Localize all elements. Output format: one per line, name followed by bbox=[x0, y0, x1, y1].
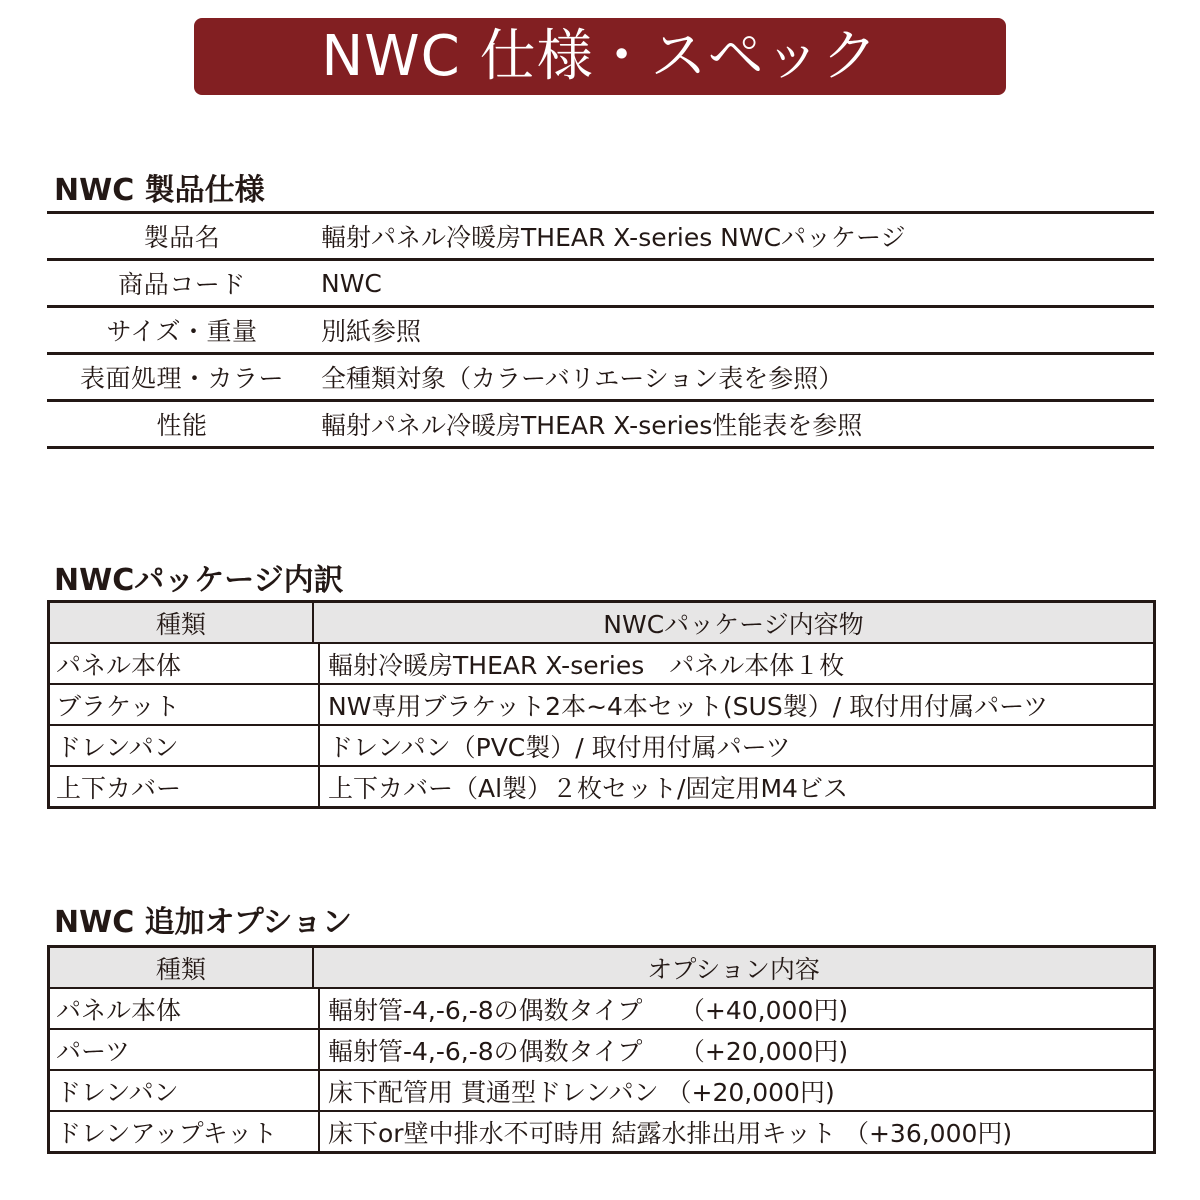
spec-value: NWC bbox=[321, 268, 382, 298]
row-content: 輻射管-4,-6,-8の偶数タイプ （+20,000円) bbox=[328, 1036, 849, 1066]
page-banner: NWC 仕様・スペック bbox=[194, 18, 1006, 95]
row-content: ドレンパン（PVC製）/ 取付用付属パーツ bbox=[328, 732, 791, 762]
spec-label: サイズ・重量 bbox=[106, 317, 258, 346]
row-content: 床下配管用 貫通型ドレンパン （+20,000円) bbox=[328, 1077, 835, 1107]
options-table-header bbox=[50, 948, 1153, 987]
table-row bbox=[50, 683, 1153, 724]
options-section-title: NWC 追加オプション bbox=[54, 905, 352, 940]
table-row bbox=[50, 1110, 1153, 1151]
spec-row-size-weight bbox=[47, 308, 1154, 355]
spec-value: 全種類対象（カラーバリエーション表を参照） bbox=[321, 364, 844, 393]
row-type: ブラケット bbox=[50, 685, 320, 724]
spec-value: 輻射パネル冷暖房THEAR X-series NWCパッケージ bbox=[321, 223, 906, 252]
table-row bbox=[50, 987, 1153, 1028]
row-type: ドレンパン bbox=[50, 1071, 320, 1110]
spec-label: 性能 bbox=[156, 411, 208, 440]
spec-value: 別紙参照 bbox=[321, 317, 422, 346]
spec-label: 商品コード bbox=[118, 270, 246, 299]
row-content: NW専用ブラケット2本~4本セット(SUS製）/ 取付用付属パーツ bbox=[328, 691, 1049, 721]
row-content: 床下or壁中排水不可時用 結露水排出用キット （+36,000円) bbox=[328, 1118, 1013, 1148]
spec-label: 表面処理・カラー bbox=[79, 364, 284, 393]
options-table bbox=[47, 945, 1156, 1154]
table-row bbox=[50, 765, 1153, 806]
row-type: ドレンアップキット bbox=[50, 1112, 320, 1151]
row-content: 輻射管-4,-6,-8の偶数タイプ （+40,000円) bbox=[328, 995, 849, 1025]
spec-row-product-name bbox=[47, 214, 1154, 261]
spec-row-performance bbox=[47, 402, 1154, 449]
header-type: 種類 bbox=[50, 603, 314, 642]
header-content: オプション内容 bbox=[647, 954, 820, 984]
row-type: 上下カバー bbox=[50, 767, 320, 806]
package-section-title: NWCパッケージ内訳 bbox=[54, 563, 344, 598]
row-type: パーツ bbox=[50, 1030, 320, 1069]
spec-section-title: NWC 製品仕様 bbox=[54, 173, 265, 208]
row-type: パネル本体 bbox=[50, 644, 320, 683]
table-row bbox=[50, 724, 1153, 765]
row-type: ドレンパン bbox=[50, 726, 320, 765]
table-row bbox=[50, 1069, 1153, 1110]
table-row bbox=[50, 642, 1153, 683]
spec-value: 輻射パネル冷暖房THEAR X-series性能表を参照 bbox=[321, 411, 863, 440]
row-type: パネル本体 bbox=[50, 989, 320, 1028]
package-table bbox=[47, 600, 1156, 809]
row-content: 輻射冷暖房THEAR X-series パネル本体１枚 bbox=[328, 650, 845, 680]
spec-label: 製品名 bbox=[143, 223, 221, 252]
table-row bbox=[50, 1028, 1153, 1069]
package-table-header bbox=[50, 603, 1153, 642]
header-content: NWCパッケージ内容物 bbox=[603, 609, 864, 639]
spec-table bbox=[47, 211, 1154, 449]
row-content: 上下カバー（Al製）２枚セット/固定用M4ビス bbox=[328, 773, 848, 803]
spec-row-surface-color bbox=[47, 355, 1154, 402]
spec-row-product-code bbox=[47, 261, 1154, 308]
header-type: 種類 bbox=[50, 948, 314, 987]
